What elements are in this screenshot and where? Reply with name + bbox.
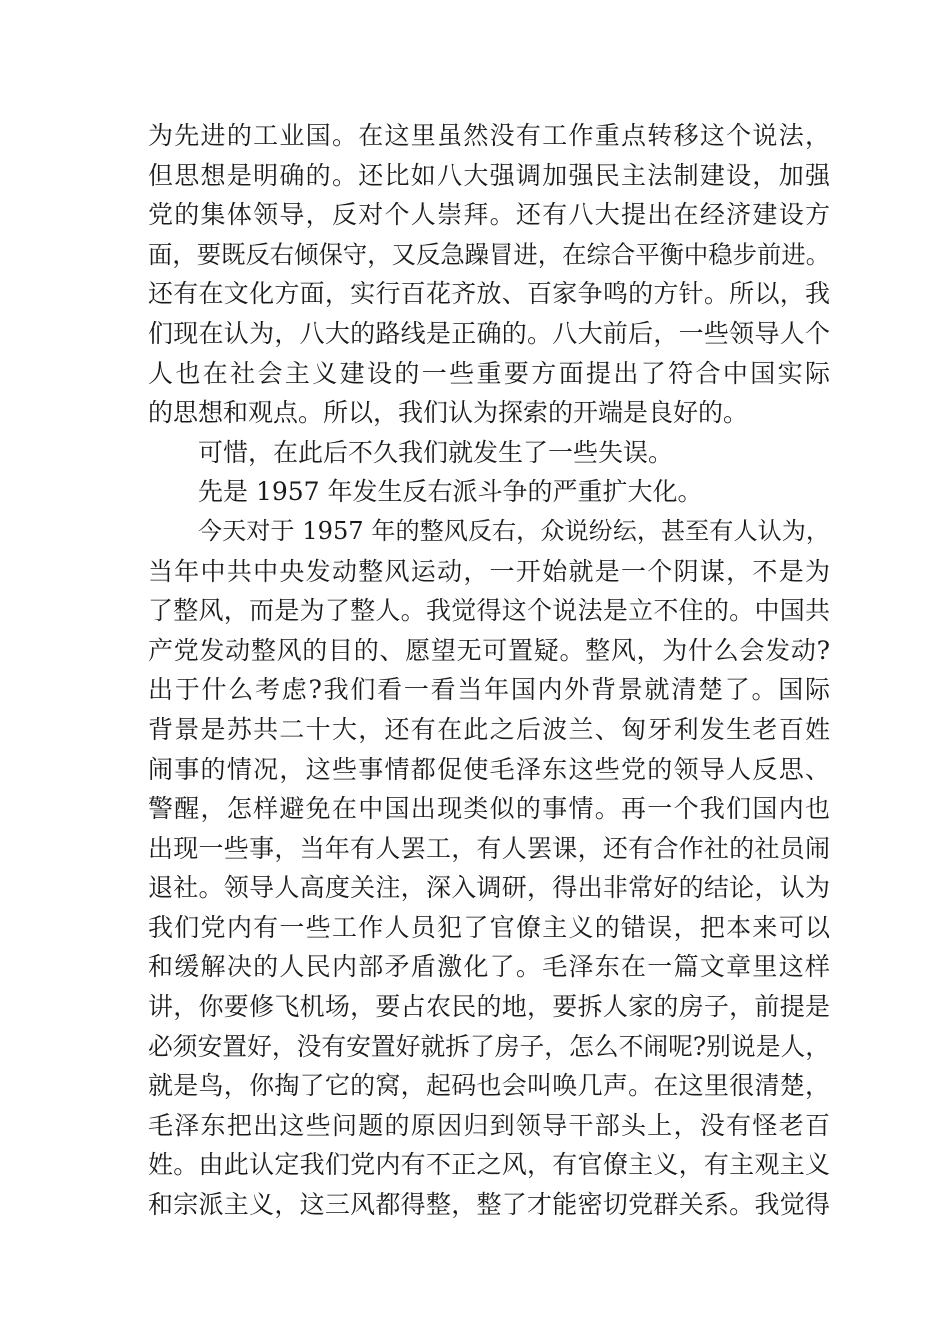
- text-line: 们现在认为，八大的路线是正确的。八大前后，一些领导人个: [148, 318, 830, 348]
- text-line: 还有在文化方面，实行百花齐放、百家争鸣的方针。所以，我: [148, 279, 830, 309]
- text-line: 闹事的情况，这些事情都促使毛泽东这些党的领导人反思、: [148, 754, 830, 784]
- text-line: 就是鸟，你掏了它的窝，起码也会叫唤几声。在这里很清楚，: [148, 1071, 830, 1101]
- text-line: 产党发动整风的目的、愿望无可置疑。整风，为什么会发动?: [148, 635, 830, 665]
- text-line: 党的集体领导，反对个人崇拜。还有八大提出在经济建设方: [148, 200, 830, 230]
- text-line: 必须安置好，没有安置好就拆了房子，怎么不闹呢?别说是人，: [148, 1031, 830, 1061]
- text-line: 我们党内有一些工作人员犯了官僚主义的错误，把本来可以: [148, 912, 830, 942]
- text-line: 姓。由此认定我们党内有不正之风，有官僚主义，有主观主义: [148, 1150, 830, 1180]
- text-line: 警醒，怎样避免在中国出现类似的事情。再一个我们国内也: [148, 794, 830, 824]
- paragraph-line: 今天对于 1957 年的整风反右，众说纷纭，甚至有人认为，: [198, 516, 830, 545]
- text-line: 出于什么考虑?我们看一看当年国内外背景就清楚了。国际: [148, 675, 830, 705]
- text-line: 毛泽东把出这些问题的原因归到领导干部头上，没有怪老百: [148, 1110, 830, 1140]
- paragraph-line: 可惜，在此后不久我们就发生了一些失误。: [198, 437, 674, 467]
- text-line: 面，要既反右倾保守，又反急躁冒进，在综合平衡中稳步前进。: [148, 239, 831, 269]
- text-line: 为先进的工业国。在这里虽然没有工作重点转移这个说法，: [148, 121, 830, 150]
- text-line: 当年中共中央发动整风运动，一开始就是一个阴谋，不是为: [148, 556, 830, 586]
- text-line: 了整风，而是为了整人。我觉得这个说法是立不住的。中国共: [148, 596, 830, 626]
- body-text: [148, 116, 830, 1225]
- text-line: 的思想和观点。所以，我们认为探索的开端是良好的。: [148, 398, 749, 428]
- text-line: 讲，你要修飞机场，要占农民的地，要拆人家的房子，前提是: [148, 992, 830, 1022]
- text-line: 出现一些事，当年有人罢工，有人罢课，还有合作社的社员闹: [148, 833, 830, 863]
- text-line: 人也在社会主义建设的一些重要方面提出了符合中国实际: [148, 358, 830, 388]
- text-line: 和缓解决的人民内部矛盾激化了。毛泽东在一篇文章里这样: [148, 952, 830, 982]
- paragraph-line: 先是 1957 年发生反右派斗争的严重扩大化。: [198, 477, 703, 507]
- text-line: 背景是苏共二十大，还有在此之后波兰、匈牙利发生老百姓: [148, 714, 830, 744]
- text-line: 退社。领导人高度关注，深入调研，得出非常好的结论，认为: [148, 873, 830, 903]
- text-line: 但思想是明确的。还比如八大强调加强民主法制建设，加强: [148, 160, 830, 190]
- text-line: 和宗派主义，这三风都得整，整了才能密切党群关系。我觉得: [148, 1190, 830, 1220]
